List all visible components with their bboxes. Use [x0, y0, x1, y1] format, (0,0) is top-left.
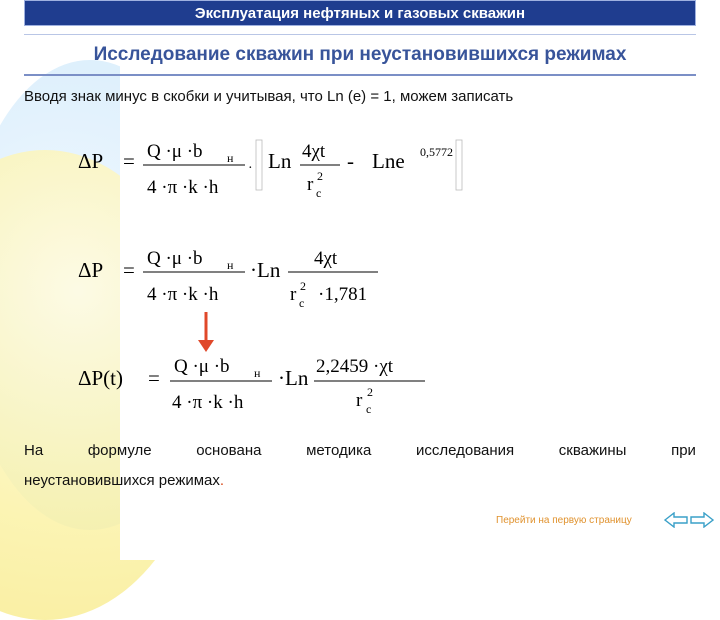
f3-arg-denominator: r — [356, 390, 363, 411]
intro-text: Вводя знак минус в скобки и учитывая, что Ln (e) = 1, можем записать — [24, 88, 514, 105]
paragraph-line-2 — [24, 466, 696, 496]
header-title: Эксплуатация нефтяных и газовых скважин — [194, 4, 526, 22]
f1-left-bracket — [256, 140, 262, 190]
f1-right-bracket — [456, 140, 462, 190]
f1-ln: Ln — [268, 149, 292, 173]
f1-numerator-sub: н — [227, 151, 234, 165]
paragraph-line-2-text: неустановившихся режимах — [24, 472, 220, 489]
paragraph-word: скважины — [558, 442, 627, 459]
f1-lne: Lne — [372, 149, 405, 173]
f3-ln: ·Ln — [278, 366, 309, 390]
paragraph-word: основана — [196, 442, 262, 459]
arrow-left-icon[interactable] — [664, 512, 688, 528]
f2-arg-tail: ·1,781 — [318, 284, 368, 305]
arrow-right-icon[interactable] — [690, 512, 714, 528]
f2-arg-sup: 2 — [300, 279, 306, 293]
f2-ln: ·Ln — [250, 258, 281, 282]
f1-equals: = — [123, 149, 135, 173]
f3-lhs: ΔP(t) — [78, 366, 124, 390]
f1-denominator: 4 ·π ·k ·h — [147, 177, 219, 198]
f1-arg-sub: c — [316, 186, 322, 200]
f1-numerator: Q ·μ ·b — [147, 141, 203, 162]
f3-numerator: Q ·μ ·b — [174, 356, 230, 377]
f3-denominator: 4 ·π ·k ·h — [172, 392, 244, 413]
f1-minus: - — [347, 149, 354, 173]
f1-arg-denominator: r — [307, 174, 314, 195]
f2-arg-numerator: 4χt — [314, 248, 338, 269]
f3-arg-sub: c — [366, 402, 372, 416]
f3-arg-sup: 2 — [367, 385, 373, 399]
f2-numerator: Q ·μ ·b — [147, 248, 203, 269]
paragraph-word: методика — [306, 442, 372, 459]
paragraph-line-1 — [24, 436, 696, 466]
f1-lhs: ΔP — [78, 149, 104, 173]
formula-1 — [78, 140, 462, 200]
paragraph-end-dot: . — [219, 472, 225, 489]
f3-equals: = — [148, 366, 160, 390]
first-page-link[interactable]: Перейти на первую страницу — [496, 515, 632, 526]
f2-numerator-sub: н — [227, 258, 234, 272]
formula-3 — [78, 356, 425, 416]
paragraph-word: На — [24, 442, 44, 459]
f2-arg-sub: c — [299, 296, 305, 310]
f1-arg-sup: 2 — [317, 169, 323, 183]
down-arrow — [198, 312, 214, 352]
paragraph-word: исследования — [415, 442, 515, 459]
f1-exponent: 0,5772 — [420, 145, 453, 159]
f2-equals: = — [123, 258, 135, 282]
paragraph-word: формуле — [87, 442, 152, 459]
f2-lhs: ΔP — [78, 258, 104, 282]
formula-2 — [78, 248, 378, 310]
f1-dot: · — [248, 161, 253, 176]
f3-arg-numerator: 2,2459 ·χt — [316, 356, 394, 377]
conclusion-paragraph — [24, 436, 696, 496]
page-title: Исследование скважин при неустановившихся режимах — [93, 44, 627, 65]
paragraph-word: при — [671, 442, 696, 459]
f2-arg-denominator: r — [290, 284, 297, 305]
f1-arg-numerator: 4χt — [302, 141, 326, 162]
f3-numerator-sub: н — [254, 366, 261, 380]
f2-denominator: 4 ·π ·k ·h — [147, 284, 219, 305]
